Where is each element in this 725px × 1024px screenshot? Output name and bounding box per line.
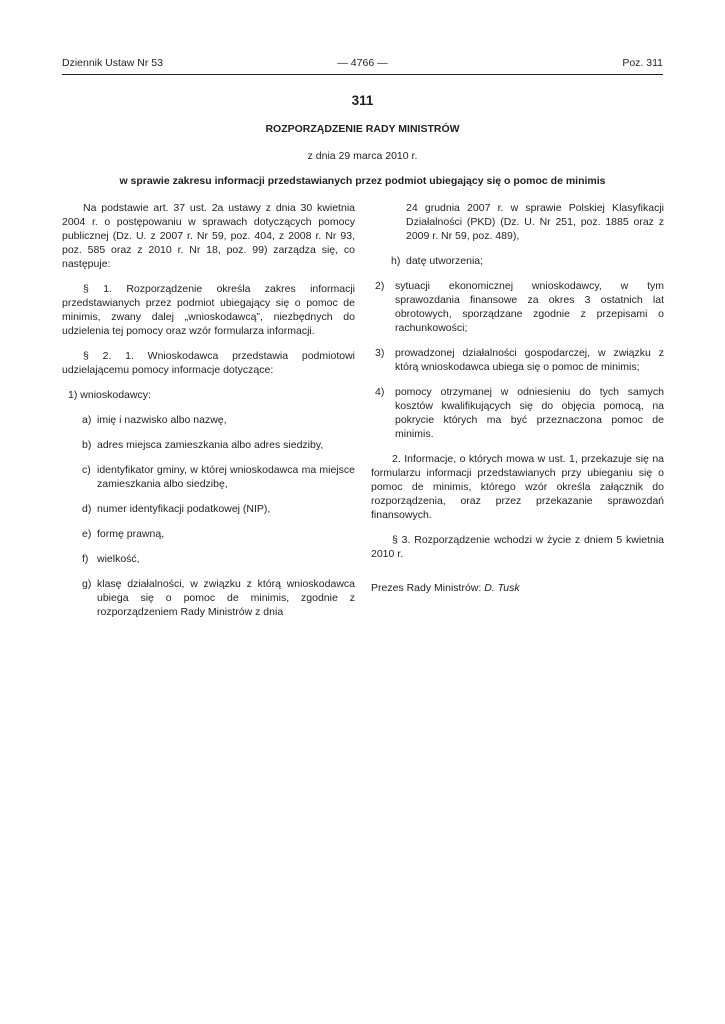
list-item-label: 2) xyxy=(375,280,385,292)
list-item-text: pomocy otrzymanej w odniesieniu do tych samych kosztów kwalifikujących się do objęcia pomocą, na pokrycie których ma być przeznaczona pomoc de minimis. xyxy=(395,386,664,440)
paragraph-1: § 1. Rozporządzenie określa zakres informacji przedstawianych przez podmiot ubiegający się o pomoc de minimis, zwany dalej „wnioskodawcą”, niezbędnych do udzielenia tej pomocy oraz wzór formularza informacji. xyxy=(62,283,355,337)
sub-item-c xyxy=(62,463,355,491)
signature-name: D. Tusk xyxy=(484,582,520,594)
sub-item-text: identyfikator gminy, w której wnioskodawca ma miejsce zamieszkania albo siedzibę, xyxy=(97,464,355,490)
sub-item-label: g) xyxy=(82,578,92,590)
sub-item-label: c) xyxy=(82,464,91,476)
list-item-label: 1) xyxy=(68,389,78,401)
document-number: 311 xyxy=(351,93,374,108)
list-item-2 xyxy=(371,279,664,335)
page-number: — 4766 — xyxy=(337,57,388,69)
document-titles xyxy=(62,93,663,188)
list-item-1 xyxy=(62,388,355,402)
list-item-label: 4) xyxy=(375,386,385,398)
paragraph-3: § 3. Rozporządzenie wchodzi w życie z dniem 5 kwietnia 2010 r. xyxy=(371,534,664,560)
preamble: Na podstawie art. 37 ust. 2a ustawy z dnia 30 kwietnia 2004 r. o postępowaniu w sprawach dotyczących pomocy publicznej (Dz. U. z 2007 r. Nr 59, poz. 404, z 2008 r. Nr 93, poz. 585 oraz z 2010 r. Nr 18, poz. 99) zarządza się, co następuje: xyxy=(62,202,355,270)
list-item-text: wnioskodawcy: xyxy=(80,389,151,401)
signature xyxy=(371,581,664,595)
act-date: z dnia 29 marca 2010 r. xyxy=(307,150,418,162)
page-header xyxy=(62,57,663,73)
sub-item-text: numer identyfikacji podatkowej (NIP), xyxy=(97,503,271,515)
paragraph-2-2: 2. Informacje, o których mowa w ust. 1, przekazuje się na formularzu informacji przedstawianych przy ubieganiu się o pomoc de minimis, którego wzór określa załącznik do rozporządzenia, oraz przez przekazanie sprawozdań finansowych. xyxy=(371,453,664,521)
sub-item-b xyxy=(62,438,355,452)
left-column xyxy=(62,201,355,619)
right-column xyxy=(371,201,664,595)
header-rule xyxy=(62,74,663,75)
sub-item-f xyxy=(62,552,355,566)
paragraph-2-intro: § 2. 1. Wnioskodawca przedstawia podmiotowi udzielającemu pomocy informacje dotyczące: xyxy=(62,350,355,376)
act-subject: w sprawie zakresu informacji przedstawianych przez podmiot ubiegający się o pomoc de minimis xyxy=(119,175,606,187)
list-item-text: prowadzonej działalności gospodarczej, w związku z którą wnioskodawca ubiega się o pomoc de minimis; xyxy=(395,347,664,373)
sub-item-h xyxy=(371,254,664,268)
sub-item-label: h) xyxy=(391,255,401,267)
sub-item-label: a) xyxy=(82,414,92,426)
sub-item-e xyxy=(62,527,355,541)
list-item-label: 3) xyxy=(375,347,385,359)
sub-item-label: d) xyxy=(82,503,92,515)
sub-item-a xyxy=(62,413,355,427)
list-item-4 xyxy=(371,385,664,441)
sub-item-g-continuation: 24 grudnia 2007 r. w sprawie Polskiej Klasyfikacji Działalności (PKD) (Dz. U. Nr 251, poz. 1885 oraz z 2009 r. Nr 59, poz. 489), xyxy=(406,202,664,242)
sub-item-text: formę prawną, xyxy=(97,528,165,540)
sub-item-g xyxy=(62,577,355,619)
sub-item-label: f) xyxy=(82,553,89,565)
list-item-3 xyxy=(371,346,664,374)
signature-prefix: Prezes Rady Ministrów: xyxy=(371,582,482,594)
sub-item-text: wielkość, xyxy=(97,553,140,565)
sub-item-d xyxy=(62,502,355,516)
sub-item-label: b) xyxy=(82,439,92,451)
sub-item-label: e) xyxy=(82,528,92,540)
sub-item-text: datę utworzenia; xyxy=(406,255,484,267)
sub-item-text: imię i nazwisko albo nazwę, xyxy=(97,414,227,426)
journal-name: Dziennik Ustaw Nr 53 xyxy=(62,57,163,69)
position-number: Poz. 311 xyxy=(622,57,663,69)
sub-item-text: klasę działalności, w związku z którą wnioskodawca ubiega się o pomoc de minimis, zgodnie z rozporządzeniem Rady Ministrów z dnia xyxy=(97,578,355,618)
sub-item-text: adres miejsca zamieszkania albo adres siedziby, xyxy=(97,439,324,451)
act-title: ROZPORZĄDZENIE RADY MINISTRÓW xyxy=(265,123,460,135)
list-item-text: sytuacji ekonomicznej wnioskodawcy, w tym sprawozdania finansowe za okres 3 ostatnich lat obrotowych, sporządzane zgodnie z przepisami o rachunkowości; xyxy=(395,280,664,334)
